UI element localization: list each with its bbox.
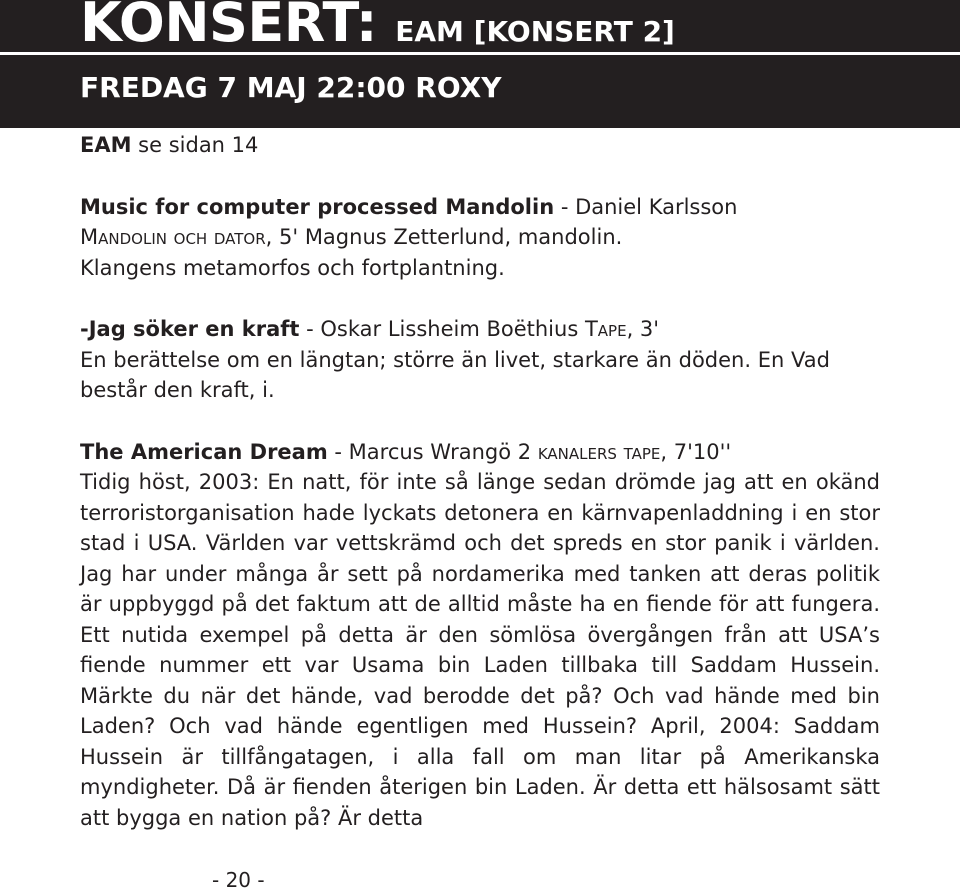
intro-bold: EAM — [80, 133, 132, 157]
piece-title: The American Dream — [80, 439, 328, 464]
piece-separator: - — [554, 194, 576, 219]
piece-entry-2 — [80, 314, 880, 406]
page-number: - 20 - — [212, 868, 265, 892]
piece-medium: Mandolin och dator — [80, 225, 266, 249]
piece-composer: Daniel Karlsson — [575, 194, 738, 219]
piece-heading — [80, 437, 880, 468]
title-main: KONSERT: — [80, 0, 377, 54]
piece-meta-rest: , 3' — [626, 317, 660, 341]
event-date-venue: FREDAG 7 MAJ 22:00 ROXY — [80, 71, 502, 104]
piece-meta-rest: , 5' Magnus Zetterlund, mandolin. — [265, 225, 623, 249]
piece-entry-3 — [80, 437, 880, 834]
piece-meta — [80, 222, 880, 253]
piece-title: -Jag söker en kraft — [80, 317, 300, 341]
piece-title: Music for computer processed Mandolin — [80, 194, 555, 219]
piece-composer: Marcus Wrangö 2 — [348, 439, 538, 464]
piece-separator: - — [327, 439, 349, 464]
piece-entry-1 — [80, 192, 880, 284]
intro-text: se sidan 14 — [131, 133, 259, 157]
piece-heading — [80, 192, 880, 223]
header-banner — [0, 0, 960, 128]
piece-description: Tidig höst, 2003: En natt, för inte så länge sedan drömde jag att en okänd terroristorganisation hade lyckats detonera en kärnvapenladdning i en stor stad i USA. Världen var vettskrämd och det spreds en stor panik i världen. Jag har under många år sett på nordamerika med tanken att deras politik är uppbyggd på det faktum att de alltid måste ha en fiende för att fungera. Ett nutida exempel på detta är den sömlösa övergången från att USA’s fiende nummer ett var Usama bin Laden tillbaka till Saddam Hussein. Märkte du när det hände, vad berodde det på? Och vad hände med bin Laden? Och vad hände egentligen med Hussein? April, 2004: Saddam Hussein är tillfångatagen, i alla fall om man litar på Amerikanska myndigheter. Då är fienden återigen bin Laden. Är detta ett hälsosamt sätt att bygga en nation på? Är detta — [80, 470, 880, 830]
piece-medium: Tape — [584, 317, 627, 341]
title-subtitle: EAM [KONSERT 2] — [395, 15, 675, 48]
piece-medium: kanalers tape — [537, 439, 661, 464]
intro-line — [80, 130, 880, 161]
piece-description: Klangens metamorfos och fortplantning. — [80, 255, 505, 280]
piece-heading — [80, 314, 880, 345]
piece-separator: - — [299, 317, 321, 341]
page-title — [80, 0, 675, 63]
piece-meta-rest: , 7'10'' — [660, 439, 732, 464]
piece-composer: Oskar Lissheim Boëthius — [320, 317, 585, 341]
program-content — [80, 128, 880, 833]
piece-description: En berättelse om en längtan; större än livet, starkare än döden. En Vad består den kraft, i. — [80, 347, 830, 402]
